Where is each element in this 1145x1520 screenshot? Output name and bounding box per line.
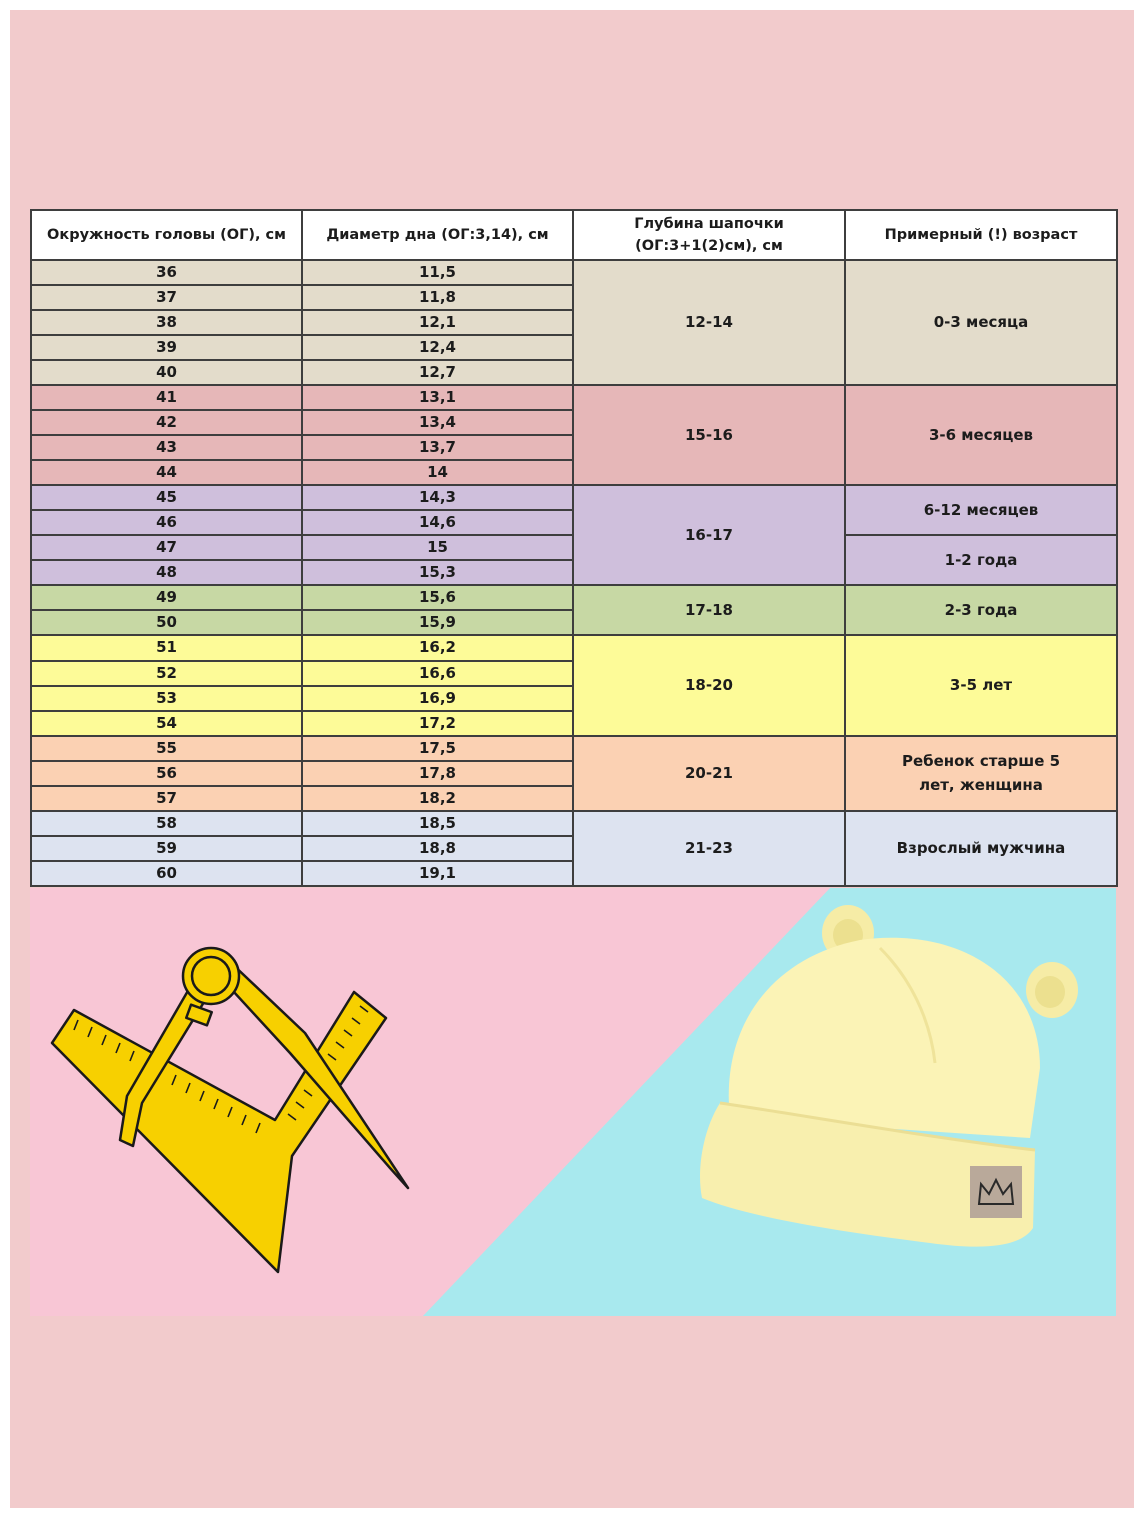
og-cell: 42 <box>31 410 302 435</box>
table-row <box>31 385 1117 410</box>
og-cell: 39 <box>31 335 302 360</box>
diameter-cell: 17,8 <box>302 761 573 786</box>
depth-cell: 15-16 <box>573 385 845 485</box>
diameter-cell: 13,4 <box>302 410 573 435</box>
og-cell: 47 <box>31 535 302 560</box>
diameter-cell: 18,8 <box>302 836 573 861</box>
diameter-cell: 14,6 <box>302 510 573 535</box>
depth-cell: 16-17 <box>573 485 845 585</box>
og-cell: 49 <box>31 585 302 610</box>
diameter-cell: 15,9 <box>302 610 573 635</box>
header-hat-depth: Глубина шапочки (ОГ:3+1(2)см), см <box>573 210 845 260</box>
og-cell: 46 <box>31 510 302 535</box>
diameter-cell: 15,6 <box>302 585 573 610</box>
depth-cell: 18-20 <box>573 635 845 735</box>
diameter-cell: 12,4 <box>302 335 573 360</box>
og-cell: 50 <box>31 610 302 635</box>
age-cell: 6-12 месяцев <box>845 485 1117 535</box>
og-cell: 36 <box>31 260 302 285</box>
age-cell: 1-2 года <box>845 535 1117 585</box>
diameter-cell: 17,5 <box>302 736 573 761</box>
og-cell: 53 <box>31 686 302 711</box>
depth-cell: 12-14 <box>573 260 845 385</box>
og-cell: 38 <box>31 310 302 335</box>
diameter-cell: 16,9 <box>302 686 573 711</box>
diameter-cell: 15,3 <box>302 560 573 585</box>
diameter-cell: 17,2 <box>302 711 573 736</box>
diameter-cell: 18,5 <box>302 811 573 836</box>
og-cell: 41 <box>31 385 302 410</box>
diameter-cell: 14 <box>302 460 573 485</box>
og-cell: 55 <box>31 736 302 761</box>
illustration-panel <box>30 888 1116 1316</box>
depth-cell: 17-18 <box>573 585 845 635</box>
age-cell: 3-5 лет <box>845 635 1117 735</box>
table-row <box>31 811 1117 836</box>
size-table <box>30 209 1118 887</box>
diameter-cell: 11,8 <box>302 285 573 310</box>
diameter-cell: 15 <box>302 535 573 560</box>
table-header-row <box>31 210 1117 260</box>
diameter-cell: 16,2 <box>302 635 573 660</box>
diameter-cell: 11,5 <box>302 260 573 285</box>
og-cell: 48 <box>31 560 302 585</box>
header-head-circumference: Окружность головы (ОГ), см <box>31 210 302 260</box>
diameter-cell: 16,6 <box>302 661 573 686</box>
diameter-cell: 12,7 <box>302 360 573 385</box>
table-row <box>31 585 1117 610</box>
header-bottom-diameter: Диаметр дна (ОГ:3,14), см <box>302 210 573 260</box>
age-cell: Взрослый мужчина <box>845 811 1117 886</box>
table-row <box>31 736 1117 761</box>
depth-cell: 20-21 <box>573 736 845 811</box>
og-cell: 52 <box>31 661 302 686</box>
og-cell: 40 <box>31 360 302 385</box>
age-cell: 0-3 месяца <box>845 260 1117 385</box>
og-cell: 56 <box>31 761 302 786</box>
og-cell: 44 <box>31 460 302 485</box>
og-cell: 54 <box>31 711 302 736</box>
hat-label-patch <box>970 1166 1022 1218</box>
age-cell: Ребенок старше 5 лет, женщина <box>845 736 1117 811</box>
og-cell: 43 <box>31 435 302 460</box>
og-cell: 60 <box>31 861 302 886</box>
diameter-cell: 13,1 <box>302 385 573 410</box>
og-cell: 59 <box>31 836 302 861</box>
diameter-cell: 12,1 <box>302 310 573 335</box>
table-row <box>31 635 1117 660</box>
diameter-cell: 19,1 <box>302 861 573 886</box>
age-cell: 3-6 месяцев <box>845 385 1117 485</box>
og-cell: 57 <box>31 786 302 811</box>
og-cell: 37 <box>31 285 302 310</box>
table-row <box>31 485 1117 510</box>
diameter-cell: 18,2 <box>302 786 573 811</box>
og-cell: 58 <box>31 811 302 836</box>
header-approx-age: Примерный (!) возраст <box>845 210 1117 260</box>
og-cell: 45 <box>31 485 302 510</box>
depth-cell: 21-23 <box>573 811 845 886</box>
table-row <box>31 260 1117 285</box>
og-cell: 51 <box>31 635 302 660</box>
diameter-cell: 13,7 <box>302 435 573 460</box>
diameter-cell: 14,3 <box>302 485 573 510</box>
age-cell: 2-3 года <box>845 585 1117 635</box>
